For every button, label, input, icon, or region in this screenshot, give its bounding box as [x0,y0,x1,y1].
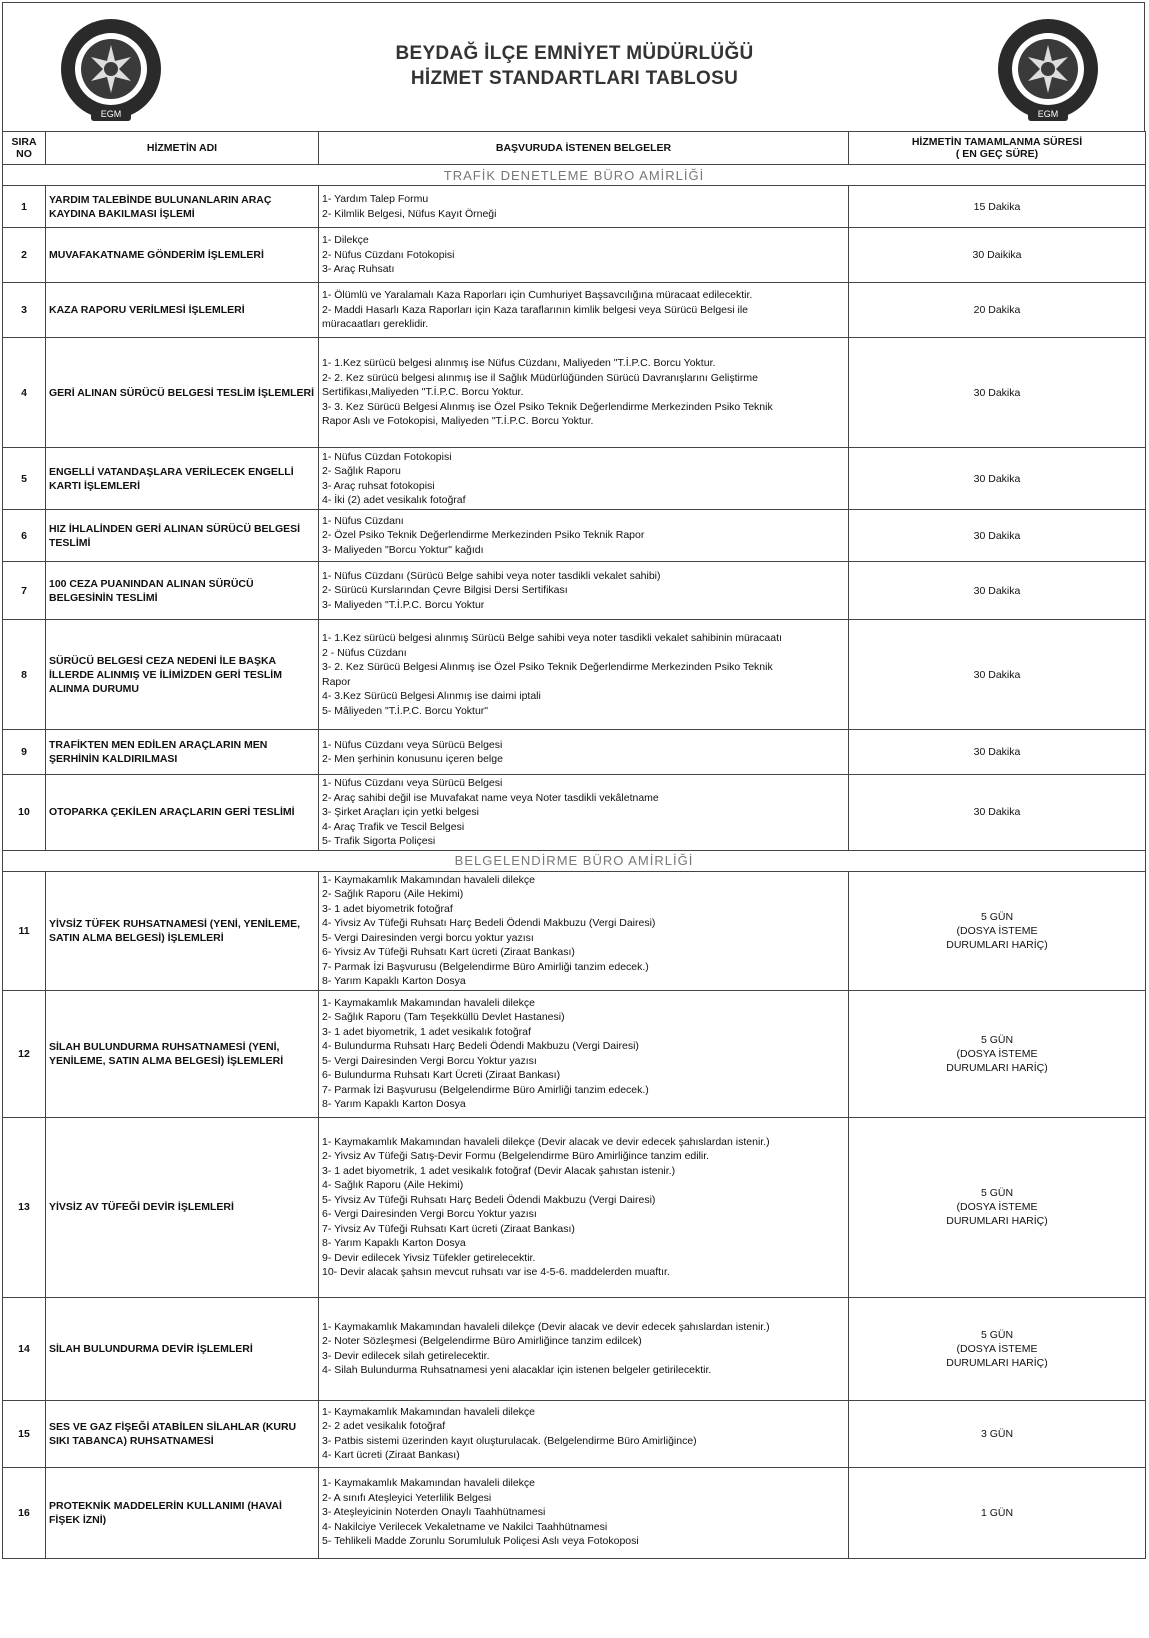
document-item: 4- Silah Bulundurma Ruhsatnamesi yeni alacaklar için istenen belgeler getirilecektir. [322,1364,712,1376]
document-item: 3- 1 adet biyometrik, 1 adet vesikalık fotoğraf [322,1025,531,1038]
document-item: 3- 3. Kez Sürücü Belgesi Alınmış ise Özel Psiko Teknik Değerlendirme Merkezinden Psiko Teknik [322,400,773,413]
required-documents [319,448,849,510]
row-number: 3 [3,283,46,338]
document-item: 4- Yivsiz Av Tüfeği Ruhsatı Harç Bedeli Ödendi Makbuzu (Vergi Dairesi) [322,917,656,929]
document-item: 3- Araç Ruhsatı [322,263,395,276]
required-documents [319,620,849,730]
completion-time-line: 20 Dakika [973,304,1021,316]
service-name: SÜRÜCÜ BELGESİ CEZA NEDENİ İLE BAŞKA İLLERDE ALINMIŞ VE İLİMİZDEN GERİ TESLİM ALINMA DURUMU [46,620,319,730]
section-title: BELGELENDİRME BÜRO AMİRLİĞİ [3,850,1146,871]
table-row [3,775,1146,851]
row-number: 7 [3,562,46,620]
table-row [3,562,1146,620]
service-name: ENGELLİ VATANDAŞLARA VERİLECEK ENGELLİ KARTI İŞLEMLERİ [46,448,319,510]
service-name: PROTEKNİK MADDELERİN KULLANIMI (HAVAİ FİŞEK İZNİ) [46,1467,319,1558]
completion-time-line: 30 Dakika [973,806,1021,819]
completion-time [849,871,1146,990]
document-item: 1- Nüfus Cüzdanı veya Sürücü Belgesi [322,738,503,751]
column-header-time-line2: ( EN GEÇ SÜRE) [955,148,1039,160]
row-number: 15 [3,1400,46,1467]
column-header-time [849,132,1146,165]
completion-time-line: 15 Dakika [973,200,1021,213]
required-documents [319,730,849,775]
table-row [3,1400,1146,1467]
document-item: Rapor Aslı ve Fotokopisi, Maliyeden "T.İ.P.C. Borcu Yoktur. [322,415,594,428]
row-number: 14 [3,1297,46,1400]
document-item: 5- Vergi Dairesinden vergi borcu yoktur yazısı [322,931,534,944]
svg-text:EGM: EGM [100,109,122,119]
document-item: 3- 2. Kez Sürücü Belgesi Alınmış ise Özel Psiko Teknik Değerlendirme Merkezinden Psiko Teknik [322,661,773,673]
required-documents [319,1400,849,1467]
document-item: 2- A sınıfı Ateşleyici Yeterlilik Belgesi [322,1491,492,1504]
document-item: 4- Bulundurma Ruhsatı Harç Bedeli Ödendi Makbuzu (Vergi Dairesi) [322,1040,639,1052]
completion-time [849,448,1146,510]
document-item: 3- 1 adet biyometrik, 1 adet vesikalık fotoğraf (Devir Alacak şahıstan istenir.) [322,1164,676,1177]
document-item: 1- 1.Kez sürücü belgesi alınmış Sürücü Belge sahibi veya noter tasdikli vekalet sahibinin müracaatı [322,632,782,644]
service-name: OTOPARKA ÇEKİLEN ARAÇLARIN GERİ TESLİMİ [46,775,319,851]
service-table [2,131,1146,1559]
service-name: MUVAFAKATNAME GÖNDERİM İŞLEMLERİ [46,228,319,283]
document-item: 2- Noter Sözleşmesi (Belgelendirme Büro Amirliğince tanzim edilcek) [322,1335,642,1347]
table-row [3,620,1146,730]
row-number: 11 [3,871,46,990]
completion-time-line: (DOSYA İSTEME [956,1201,1038,1213]
document-item: 1- Nüfus Cüzdan Fotokopisi [322,450,452,463]
document-item: 3- Maliyeden "Borcu Yoktur" kağıdı [322,543,484,556]
completion-time [849,620,1146,730]
completion-time [849,1467,1146,1558]
section-row [3,850,1146,871]
service-name: GERİ ALINAN SÜRÜCÜ BELGESİ TESLİM İŞLEMLERİ [46,338,319,448]
service-name: KAZA RAPORU VERİLMESİ İŞLEMLERİ [46,283,319,338]
document-item: 7- Parmak İzi Başvurusu (Belgelendirme Büro Amirliği tanzim edecek.) [322,1083,649,1096]
table-row [3,990,1146,1117]
completion-time-line: 5 GÜN [980,910,1014,923]
completion-time-line: 30 Daikika [972,249,1022,261]
row-number: 10 [3,775,46,851]
completion-time-line: 30 Dakika [973,746,1021,758]
table-row [3,283,1146,338]
document-item: müracaatları gereklidir. [322,318,429,331]
row-number: 13 [3,1117,46,1297]
section-title: TRAFİK DENETLEME BÜRO AMİRLİĞİ [3,165,1146,186]
required-documents [319,562,849,620]
row-number: 16 [3,1467,46,1558]
document-item: Rapor [322,675,351,688]
service-name: SES VE GAZ FİŞEĞİ ATABİLEN SİLAHLAR (KURU SIKI TABANCA) RUHSATNAMESİ [46,1400,319,1467]
row-number: 6 [3,510,46,562]
document-item: 5- Mâliyeden "T.İ.P.C. Borcu Yoktur" [322,704,489,717]
service-name: HIZ İHLALİNDEN GERİ ALINAN SÜRÜCÜ BELGESİ TESLİMİ [46,510,319,562]
police-seal-right-icon [988,17,1108,127]
document-item: 3- Devir edilecek silah getirelecektir. [322,1349,490,1362]
required-documents [319,1467,849,1558]
document-item: 9- Devir edilecek Yivsiz Tüfekler getirelecektir. [322,1251,536,1264]
table-row [3,1467,1146,1558]
service-name: YİVSİZ TÜFEK RUHSATNAMESİ (YENİ, YENİLEME, SATIN ALMA BELGESİ) İŞLEMLERİ [46,871,319,990]
completion-time-line: 5 GÜN [980,1187,1014,1199]
completion-time [849,1400,1146,1467]
completion-time [849,990,1146,1117]
completion-time-line: (DOSYA İSTEME [956,1342,1038,1355]
completion-time-line: DURUMLARI HARİÇ) [946,1061,1048,1074]
document-item: 2- Nüfus Cüzdanı Fotokopisi [322,248,455,261]
row-number: 5 [3,448,46,510]
document-item: 4- Kart ücreti (Ziraat Bankası) [322,1449,460,1461]
row-number: 9 [3,730,46,775]
svg-text:EGM: EGM [1037,109,1059,119]
document-item: 2- Özel Psiko Teknik Değerlendirme Merkezinden Psiko Teknik Rapor [322,529,645,542]
document-item: 5- Yivsiz Av Tüfeği Ruhsatı Harç Bedeli Ödendi Makbuzu (Vergi Dairesi) [322,1193,656,1206]
completion-time-line: 30 Dakika [973,584,1021,597]
required-documents [319,510,849,562]
document-item: 2- Sağlık Raporu (Aile Hekimi) [322,888,464,900]
document-item: 5- Vergi Dairesinden Vergi Borcu Yoktur yazısı [322,1054,537,1067]
required-documents [319,228,849,283]
completion-time [849,562,1146,620]
document-item: 2- Sürücü Kurslarından Çevre Bilgisi Dersi Sertifikası [322,584,568,597]
table-row [3,871,1146,990]
document-item: 2- Araç sahibi değil ise Muvafakat name veya Noter tasdikli vekâletname [322,791,659,804]
document-item: 2- Yivsiz Av Tüfeği Satış-Devir Formu (Belgelendirme Büro Amirliğince tanzim edilir. [322,1150,710,1162]
document-item: 2- Maddi Hasarlı Kaza Raporları için Kaza taraflarının kimlik belgesi veya Sürücü Belgesi ile [322,303,749,316]
document-item: 2- Sağlık Raporu [322,465,401,477]
service-name: TRAFİKTEN MEN EDİLEN ARAÇLARIN MEN ŞERHİNİN KALDIRILMASI [46,730,319,775]
required-documents [319,990,849,1117]
completion-time [849,510,1146,562]
column-header-name: HİZMETİN ADI [46,132,319,165]
document-item: 1- 1.Kez sürücü belgesi alınmış ise Nüfus Cüzdanı, Maliyeden "T.İ.P.C. Borcu Yoktur. [322,357,716,370]
document-item: 1- Nüfus Cüzdanı (Sürücü Belge sahibi veya noter tasdikli vekalet sahibi) [322,569,661,582]
document-item: 1- Nüfus Cüzdanı veya Sürücü Belgesi [322,777,503,789]
table-row [3,186,1146,228]
document-item: 8- Yarım Kapaklı Karton Dosya [322,975,466,987]
table-row [3,730,1146,775]
completion-time-line: 30 Dakika [973,529,1021,542]
completion-time-line: 5 GÜN [980,1033,1014,1046]
required-documents [319,186,849,228]
document-item: 1- Kaymakamlık Makamından havaleli dilekçe [322,1405,536,1418]
document-item: 1- Yardım Talep Formu [322,193,429,205]
document-item: 6- Vergi Dairesinden Vergi Borcu Yoktur yazısı [322,1208,537,1220]
document-item: 3- Patbis sistemi üzerinden kayıt oluşturulacak. (Belgelendirme Büro Amirliğince) [322,1434,697,1447]
table-row [3,338,1146,448]
document-item: 2- Kilmlik Belgesi, Nüfus Kayıt Örneği [322,207,497,220]
row-number: 8 [3,620,46,730]
page-subtitle: HİZMET STANDARTLARI TABLOSU [410,68,739,89]
document-item: Sertifikası,Maliyeden "T.İ.P.C. Borcu Yoktur. [322,386,524,399]
document-item: 2- 2 adet vesikalık fotoğraf [322,1420,446,1432]
page-title: BEYDAĞ İLÇE EMNİYET MÜDÜRLÜĞÜ [395,43,754,64]
document-item: 4- Sağlık Raporu (Aile Hekimi) [322,1179,464,1191]
document-item: 3- Ateşleyicinin Noterden Onaylı Taahhütnamesi [322,1506,546,1519]
document-item: 2- Men şerhinin konusunu içeren belge [322,753,503,765]
document-item: 7- Parmak İzi Başvurusu (Belgelendirme Büro Amirliği tanzim edecek.) [322,960,649,973]
document-item: 3- 1 adet biyometrik fotoğraf [322,902,453,915]
document-item: 3- Araç ruhsat fotokopisi [322,479,435,492]
service-name: SİLAH BULUNDURMA RUHSATNAMESİ (YENİ, YENİLEME, SATIN ALMA BELGESİ) İŞLEMLERİ [46,990,319,1117]
table-body [3,165,1146,1559]
document-item: 5- Tehlikeli Madde Zorunlu Sorumluluk Poliçesi Aslı veya Fotokoposi [322,1535,639,1548]
required-documents [319,871,849,990]
service-name: 100 CEZA PUANINDAN ALINAN SÜRÜCÜ BELGESİNİN TESLİMİ [46,562,319,620]
document-item: 1- Kaymakamlık Makamından havaleli dilekçe [322,996,536,1009]
document-item: 10- Devir alacak şahsın mevcut ruhsatı var ise 4-5-6. maddelerden muaftır. [322,1266,670,1278]
column-header-docs: BAŞVURUDA İSTENEN BELGELER [319,132,849,165]
service-name: YARDIM TALEBİNDE BULUNANLARIN ARAÇ KAYDINA BAKILMASI İŞLEMİ [46,186,319,228]
table-row [3,1297,1146,1400]
table-row [3,510,1146,562]
column-header-no: SIRA NO [3,132,46,165]
required-documents [319,775,849,851]
completion-time-line: 3 GÜN [980,1427,1014,1440]
required-documents [319,283,849,338]
table-row [3,448,1146,510]
completion-time [849,1297,1146,1400]
document-item: 1- Kaymakamlık Makamından havaleli dilekçe (Devir alacak ve devir edecek şahıslardan istenir.) [322,1135,770,1148]
document-item: 5- Trafik Sigorta Poliçesi [322,835,436,847]
document-item: 1- Kaymakamlık Makamından havaleli dilekçe (Devir alacak ve devir edecek şahıslardan istenir.) [322,1320,770,1333]
column-header-time-line1: HİZMETİN TAMAMLANMA SÜRESİ [911,136,1083,148]
completion-time-line: DURUMLARI HARİÇ) [946,1356,1048,1369]
completion-time [849,283,1146,338]
document-item: 2- 2. Kez sürücü belgesi alınmış ise il Sağlık Müdürlüğünden Sürücü Davranışlarını Geliştirme [322,371,758,384]
document-item: 7- Yivsiz Av Tüfeği Ruhsatı Kart ücreti (Ziraat Bankası) [322,1222,575,1235]
completion-time [849,775,1146,851]
document-item: 1- Ölümlü ve Yaralamalı Kaza Raporları için Cumhuriyet Başsavcılığına müracaat edilecektir. [322,289,753,302]
completion-time [849,186,1146,228]
completion-time-line: 5 GÜN [980,1328,1014,1341]
page-header [2,2,1145,131]
document-item: 4- Nakilciye Verilecek Vekaletname ve Nakilci Taahhütnamesi [322,1520,608,1533]
service-name: SİLAH BULUNDURMA DEVİR İŞLEMLERİ [46,1297,319,1400]
document-item: 1- Kaymakamlık Makamından havaleli dilekçe [322,1477,536,1490]
row-number: 1 [3,186,46,228]
table-header-row [3,132,1146,165]
completion-time-line: DURUMLARI HARİÇ) [946,938,1048,951]
document-item: 4- 3.Kez Sürücü Belgesi Alınmış ise daimi iptali [322,690,541,702]
document-item: 4- İki (2) adet vesikalık fotoğraf [322,494,466,506]
row-number: 4 [3,338,46,448]
table-row [3,1117,1146,1297]
required-documents [319,1297,849,1400]
document-item: 8- Yarım Kapaklı Karton Dosya [322,1237,466,1249]
document-item: 4- Araç Trafik ve Tescil Belgesi [322,820,465,833]
document-item: 3- Maliyeden "T.İ.P.C. Borcu Yoktur [322,598,485,611]
document-item: 1- Nüfus Cüzdanı [322,514,404,527]
completion-time-line: (DOSYA İSTEME [956,1047,1038,1060]
completion-time-line: 30 Dakika [973,668,1021,681]
completion-time-line: (DOSYA İSTEME [956,924,1038,937]
document-item: 1- Dilekçe [322,234,369,247]
required-documents [319,338,849,448]
document-item: 6- Yivsiz Av Tüfeği Ruhsatı Kart ücreti (Ziraat Bankası) [322,946,575,958]
completion-time-line: 30 Dakika [973,472,1021,485]
section-row [3,165,1146,186]
row-number: 12 [3,990,46,1117]
service-name: YİVSİZ AV TÜFEĞİ DEVİR İŞLEMLERİ [46,1117,319,1297]
table-row [3,228,1146,283]
row-number: 2 [3,228,46,283]
completion-time-line: 30 Dakika [973,386,1021,399]
document-item: 8- Yarım Kapaklı Karton Dosya [322,1098,466,1110]
completion-time-line: DURUMLARI HARİÇ) [946,1215,1048,1227]
completion-time [849,228,1146,283]
completion-time [849,1117,1146,1297]
required-documents [319,1117,849,1297]
document-item: 1- Kaymakamlık Makamından havaleli dilekçe [322,873,536,886]
document-item: 2- Sağlık Raporu (Tam Teşekküllü Devlet Hastanesi) [322,1011,565,1023]
completion-time [849,338,1146,448]
document-item: 3- Şirket Araçları için yetki belgesi [322,806,479,818]
completion-time-line: 1 GÜN [980,1506,1014,1519]
document-item: 6- Bulundurma Ruhsatı Kart Ücreti (Ziraat Bankası) [322,1069,561,1081]
completion-time [849,730,1146,775]
document-item: 2 - Nüfus Cüzdanı [322,646,407,659]
